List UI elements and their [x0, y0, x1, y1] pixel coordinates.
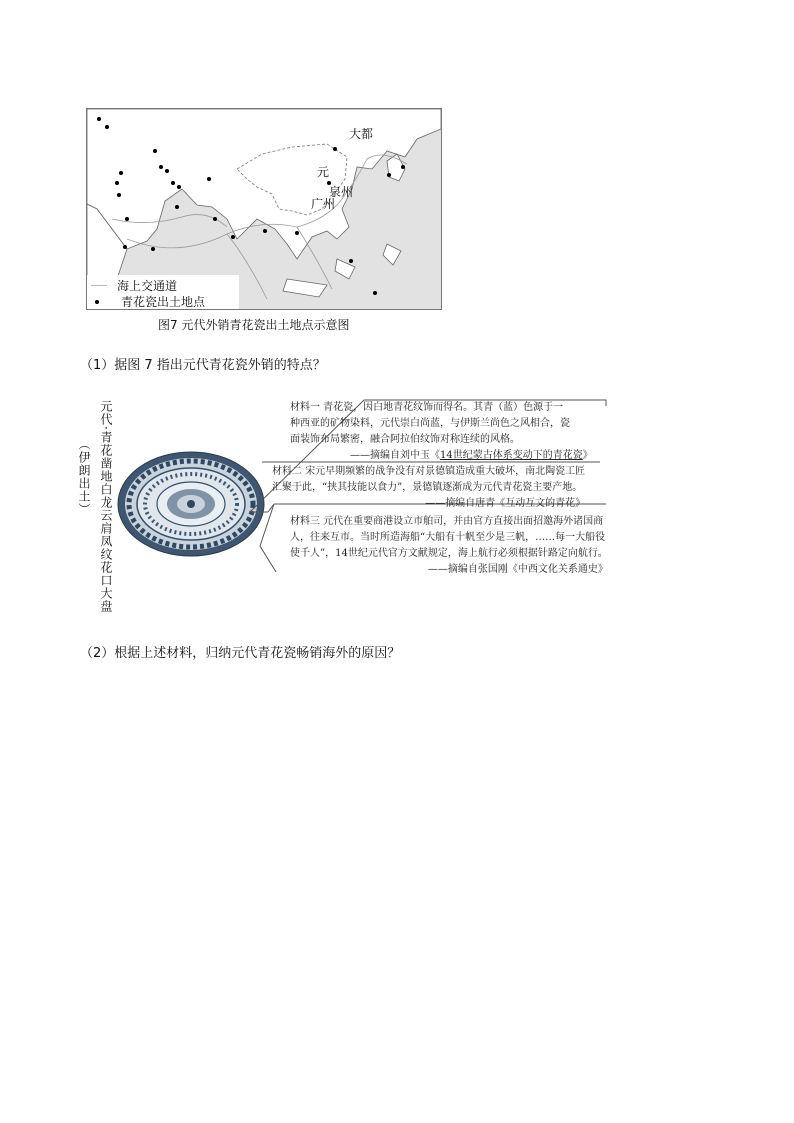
site-dot	[349, 259, 353, 263]
material-2	[272, 464, 585, 512]
site-dot	[213, 217, 217, 221]
material-2-line: 材料二 宋元早期频繁的战争没有对景德镇造成重大破坏，南北陶瓷工匠	[272, 466, 586, 477]
label-dadu: 大都	[349, 127, 374, 141]
dot-icon	[95, 300, 99, 304]
label-yuan: 元	[317, 165, 330, 179]
site-dot	[153, 149, 157, 153]
legend-route-label: 海上交通道	[117, 279, 178, 293]
site-dot	[123, 245, 127, 249]
site-dot	[263, 229, 267, 233]
porcelain-plate-image	[116, 450, 266, 562]
site-dot	[117, 193, 121, 197]
site-dot	[115, 181, 119, 185]
source-title: 14世纪蒙古体系变动下的青花瓷	[440, 450, 583, 461]
site-dot	[159, 165, 163, 169]
artifact-origin: （伊朗出土）	[77, 438, 91, 516]
figure-caption: 图7 元代外销青花瓷出土地点示意图	[158, 318, 350, 332]
site-dot	[165, 169, 169, 173]
legend-site-label: 青花瓷出土地点	[121, 295, 206, 309]
site-dot	[401, 165, 405, 169]
site-dot	[175, 205, 179, 209]
artifact-title: 元代·青花凿地白龙云肩凤纹花口大盘	[99, 400, 113, 613]
source-title: 互动互文的青花	[505, 498, 576, 509]
site-dot	[119, 171, 123, 175]
site-dot	[125, 217, 129, 221]
site-dot	[177, 185, 181, 189]
site-dot	[295, 231, 299, 235]
map-figure	[86, 108, 442, 310]
material-3-line: 人，往来互市。当时所造海船“大船有十帆至少是三帆，……每一大船役	[290, 532, 606, 543]
material-1-line: 材料一 青花瓷，因白地青花纹饰而得名。其青（蓝）色源于一	[290, 402, 564, 413]
material-1-line: 面装饰布局繁密，融合阿拉伯纹饰对称连续的风格。	[290, 434, 520, 445]
route-line-icon	[91, 285, 107, 286]
label-guangzhou: 广州	[311, 197, 336, 211]
question-1: （1）据图 7 指出元代青花瓷外销的特点？	[80, 358, 326, 373]
source-title: 中西文化关系通史	[517, 564, 598, 575]
material-2-line: 汇聚于此，“挟其技能以食力”，景德镇逐渐成为元代青花瓷主要产地。	[272, 482, 583, 493]
material-3	[290, 514, 608, 578]
material-1-line: 种西亚的矿物染料，元代崇白尚蓝，与伊斯兰尚色之风相合，瓷	[290, 418, 570, 429]
site-dot	[151, 247, 155, 251]
material-1	[290, 400, 593, 464]
site-dot	[387, 173, 391, 177]
material-1-source: ——摘编自刘中玉《14世纪蒙古体系变动下的青花瓷》	[350, 450, 593, 461]
map-legend	[87, 275, 239, 309]
legend-route	[91, 277, 177, 294]
site-dot	[231, 235, 235, 239]
material-3-source: ——摘编自张国刚《中西文化关系通史》	[427, 564, 608, 575]
material-3-line: 材料三 元代在重要商港设立市舶司，并由官方直接出面招邀海外诸国商	[290, 516, 604, 527]
site-dot	[207, 177, 211, 181]
site-dot	[373, 291, 377, 295]
question-2: （2）根据上述材料，归纳元代青花瓷畅销海外的原因？	[80, 646, 401, 661]
site-dot	[105, 125, 109, 129]
material-3-line: 使千人”，14世纪元代官方文献规定，海上航行必须根据针路定向航行。	[290, 548, 608, 559]
legend-site	[91, 293, 205, 310]
site-dot	[171, 181, 175, 185]
site-dot	[333, 147, 337, 151]
label-quanzhou: 泉州	[329, 185, 354, 199]
site-dot	[97, 117, 101, 121]
material-2-source: ——摘编自唐青《互动互文的青花》	[425, 498, 586, 509]
